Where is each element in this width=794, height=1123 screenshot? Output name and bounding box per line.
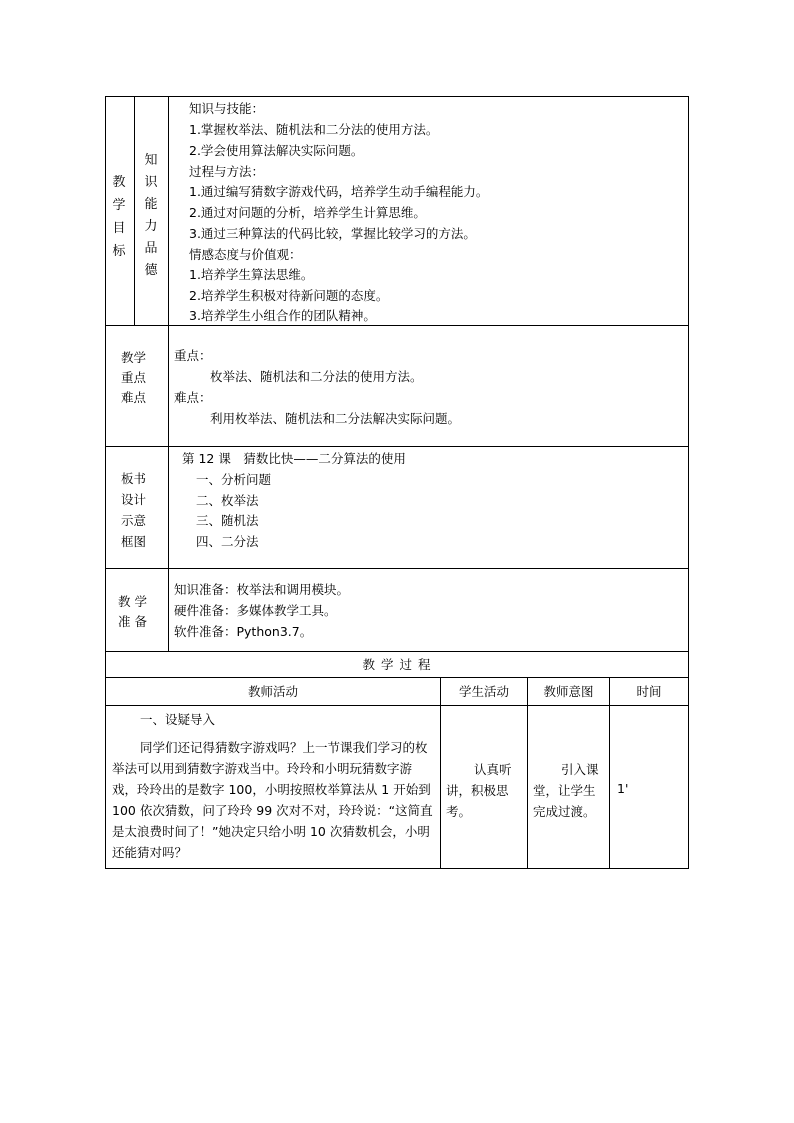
table-border-right [688,96,689,869]
prep-label: 教 学 [118,594,147,609]
difficult-point-title: 难点： [174,390,212,405]
key-points-label: 重点 [121,370,147,385]
row-divider [105,325,689,326]
key-point-text: 枚举法、随机法和二分法的使用方法。 [210,369,423,384]
board-line: 四、二分法 [196,534,259,549]
student-activity-text: 认真听讲，积极思考。 [446,762,512,819]
row-divider [105,568,689,569]
column-divider [609,677,610,868]
prep-line: 硬件准备：多媒体教学工具。 [174,603,337,618]
teacher-activity-heading: 一、设疑导入 [140,712,216,727]
header-teacher-intent: 教师意图 [543,684,594,699]
row-divider [105,705,689,706]
header-time: 时间 [636,684,662,699]
board-label: 板书 [121,471,147,486]
header-teacher-activity: 教师活动 [247,684,298,699]
row-divider [105,446,689,447]
difficult-point-text: 利用枚举法、随机法和二分法解决实际问题。 [210,411,461,426]
prep-line: 知识准备：枚举法和调用模块。 [174,582,350,597]
column-divider [168,96,169,651]
board-line: 一、分析问题 [196,472,272,487]
prep-label: 准 备 [118,614,147,629]
column-divider [440,677,441,868]
row-divider [105,651,689,652]
objectives-line: 2.通过对问题的分析，培养学生计算思维。 [189,205,426,220]
row-divider [105,677,689,678]
objectives-line: 2.学会使用算法解决实际问题。 [189,143,364,158]
objectives-line: 情感态度与价值观： [189,247,302,262]
board-label: 框图 [121,534,147,549]
table-border-bottom [105,868,689,869]
objectives-sublabel: 知识能力品德 [144,153,158,278]
objectives-line: 3.培养学生小组合作的团队精神。 [189,308,376,323]
objectives-line: 1.培养学生算法思维。 [189,267,314,282]
process-title: 教 学 过 程 [362,657,432,672]
key-point-title: 重点： [174,348,212,363]
objectives-line: 1.通过编写猜数字游戏代码，培养学生动手编程能力。 [189,184,489,199]
objectives-label: 教学目标 [112,175,126,259]
objectives-line: 3.通过三种算法的代码比较，掌握比较学习的方法。 [189,226,476,241]
key-points-label: 难点 [121,390,147,405]
header-student-activity: 学生活动 [458,684,509,699]
objectives-line: 过程与方法： [189,164,265,179]
teacher-intent-text: 引入课堂，让学生完成过渡。 [533,762,599,819]
prep-line: 软件准备：Python3.7。 [174,624,313,639]
key-points-label: 教学 [121,350,147,365]
board-label: 设计 [121,492,147,507]
teacher-activity-text: 同学们还记得猜数字游戏吗？上一节课我们学习的枚举法可以用到猜数字游戏当中。玲玲和小明玩猜数字游戏，玲玲出的是数字 100，小明按照枚举算法从 1 开始到 100 依次猜数，问了玲玲 99 次对不对，玲玲说：“这简直是太浪费时间了！”她决定只给小明 10 次猜数机会，小明还能猜对吗？ [112,740,433,860]
table-border-top [105,96,689,97]
objectives-line: 2.培养学生积极对待新问题的态度。 [189,288,389,303]
table-border-left [105,96,106,869]
column-divider [134,96,135,325]
board-line: 二、枚举法 [196,493,259,508]
board-label: 示意 [121,513,147,528]
objectives-line: 1.掌握枚举法、随机法和二分法的使用方法。 [189,122,439,137]
board-line: 三、随机法 [196,513,259,528]
objectives-line: 知识与技能： [189,101,265,116]
time-value: 1' [617,781,629,796]
column-divider [527,677,528,868]
board-line: 第 12 课 猜数比快——二分算法的使用 [182,451,406,466]
